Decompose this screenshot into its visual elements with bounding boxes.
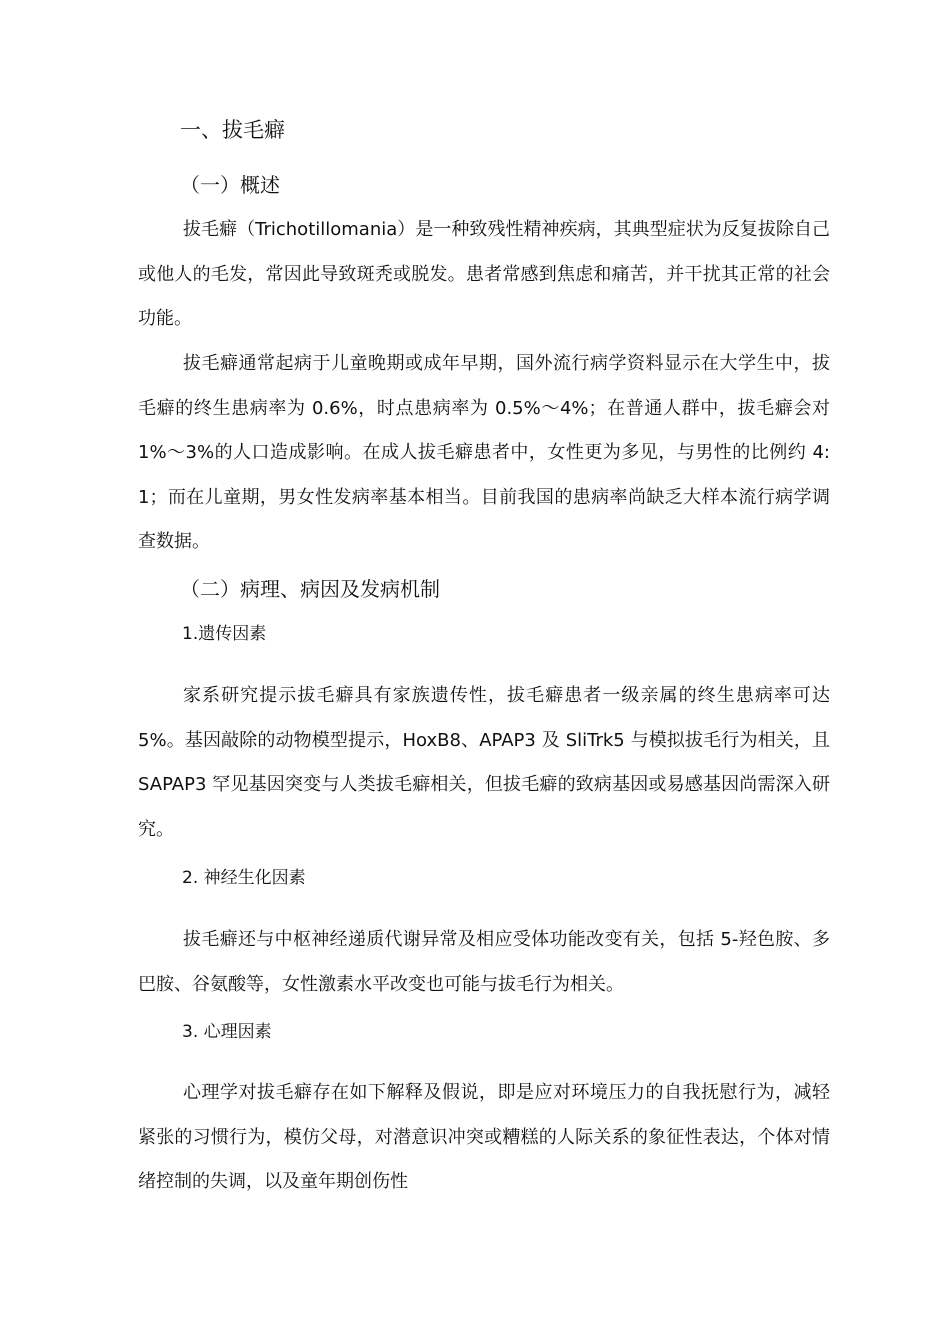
paragraph-genetic-factors: 家系研究提示拔毛癖具有家族遗传性，拔毛癖患者一级亲属的终生患病率可达 5%。基因敲除的动物模型提示，HoxB8、APAP3 及 SliTrk5 与模拟拔毛行为相关，且 SAPAP3 罕见基因突变与人类拔毛癖相关，但拔毛癖的致病基因或易感基因尚需深入研究。 — [138, 685, 830, 840]
heading-trichotillomania: 一、拔毛癖 — [180, 118, 285, 142]
heading-pathology: （二）病理、病因及发病机制 — [180, 577, 440, 601]
heading-psychological-factors: 3. 心理因素 — [182, 1022, 272, 1042]
heading-neurochemical-factors: 2. 神经生化因素 — [182, 868, 306, 888]
heading-overview: （一）概述 — [180, 173, 280, 197]
paragraph-neurochemical-factors: 拔毛癖还与中枢神经递质代谢异常及相应受体功能改变有关，包括 5-羟色胺、多巴胺、谷氨酸等，女性激素水平改变也可能与拔毛行为相关。 — [138, 929, 830, 995]
paragraph-epidemiology: 拔毛癖通常起病于儿童晚期或成年早期，国外流行病学资料显示在大学生中，拔毛癖的终生患病率为 0.6%，时点患病率为 0.5%～4%；在普通人群中，拔毛癖会对 1%～3%的人口造成影响。在成人拔毛癖患者中，女性更为多见，与男性的比例约 4:1；而在儿童期，男女性发病率基本相当。目前我国的患病率尚缺乏大样本流行病学调查数据。 — [138, 353, 830, 552]
paragraph-definition: 拔毛癖（Trichotillomania）是一种致残性精神疾病，其典型症状为反复拔除自己或他人的毛发，常因此导致斑秃或脱发。患者常感到焦虑和痛苦，并干扰其正常的社会功能。 — [138, 219, 830, 329]
paragraph-psychological-factors: 心理学对拔毛癖存在如下解释及假说，即是应对环境压力的自我抚慰行为，减轻紧张的习惯行为，模仿父母，对潜意识冲突或糟糕的人际关系的象征性表达，个体对情绪控制的失调，以及童年期创伤性 — [138, 1082, 830, 1192]
heading-genetic-factors: 1.遗传因素 — [182, 624, 267, 644]
